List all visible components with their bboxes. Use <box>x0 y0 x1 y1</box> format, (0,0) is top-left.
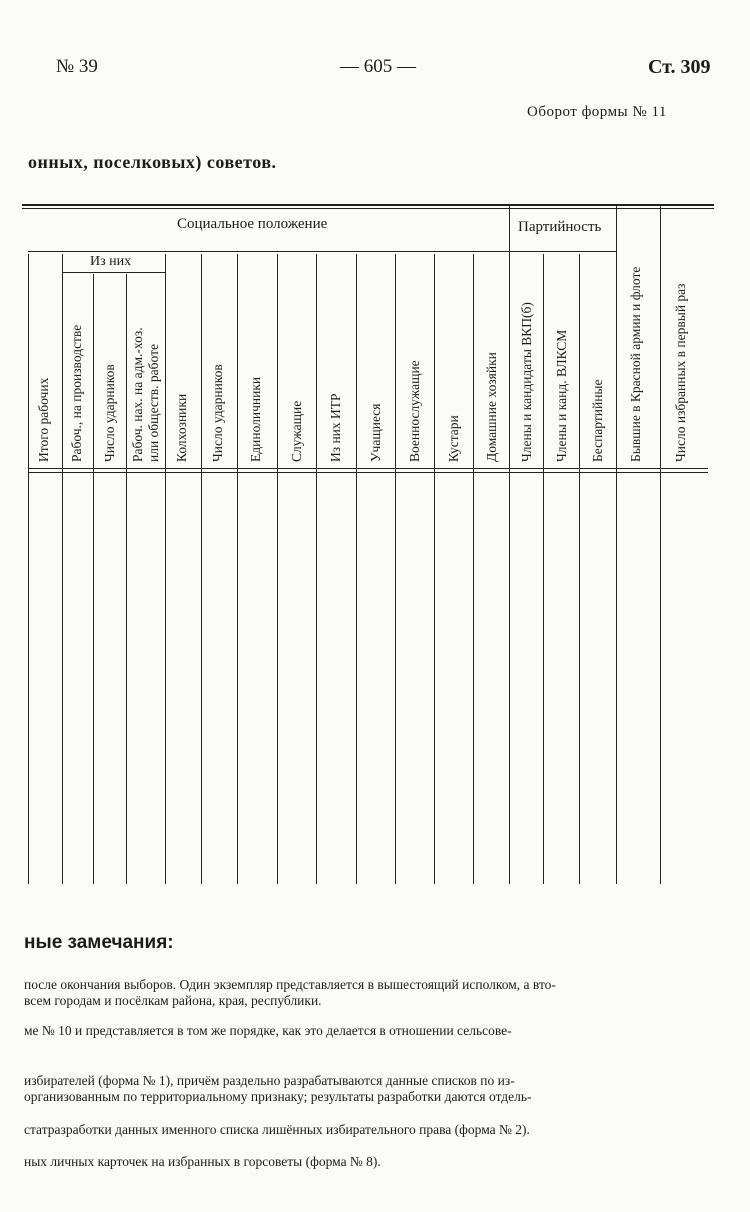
col-header-non-party: Беспартийные <box>590 379 605 462</box>
col-divider <box>277 254 278 884</box>
col-header-shock-workers: Число ударников <box>102 364 117 462</box>
remarks-line: ных личных карточек на избранных в горсоветы (форма № 8). <box>24 1154 381 1169</box>
col-divider <box>165 254 166 884</box>
group-rule-social <box>28 251 510 252</box>
col-divider <box>660 206 661 884</box>
col-divider <box>543 254 544 884</box>
remarks-line: всем городам и посёлкам района, края, республики. <box>24 993 322 1008</box>
col-header-military: Военнослужащие <box>407 360 422 462</box>
col-divider <box>237 254 238 884</box>
col-header-housewives: Домашние хозяйки <box>484 352 499 462</box>
remarks-line: статразработки данных именного списка лишённых избирательного права (форма № 2). <box>24 1122 530 1137</box>
col-header-vlksm-members: Члены и канд. ВЛКСМ <box>554 329 569 462</box>
group-social-position: Социальное положение <box>177 216 328 232</box>
col-divider <box>62 254 63 884</box>
remarks-line: организованным по территориальному признаку; результаты разработки даются отдель- <box>24 1089 532 1104</box>
col-divider <box>509 206 510 884</box>
table-top-rule-2 <box>22 208 714 209</box>
col-divider <box>579 254 580 884</box>
form-number: № 39 <box>56 56 98 77</box>
col-header-students: Учащиеся <box>368 403 383 462</box>
group-rule-party <box>510 251 616 252</box>
col-header-former-red-army: Бывшие в Красной армии и флоте <box>628 266 643 462</box>
col-header-vkpb-members: Члены и кандидаты ВКП(б) <box>519 302 534 462</box>
remarks-line: после окончания выборов. Один экземпляр представляется в вышестоящий исполком, а вто- <box>24 977 556 992</box>
page-number: — 605 — <box>340 56 416 77</box>
form-subheader: Оборот формы № 11 <box>527 104 667 120</box>
col-header-workers-production: Рабоч., на производстве <box>69 324 84 462</box>
remarks-line: ме № 10 и представляется в том же порядке, как это делается в отношении сельсове- <box>24 1023 512 1038</box>
col-divider <box>616 206 617 884</box>
header-bottom-rule-2 <box>28 472 708 473</box>
col-divider <box>28 254 29 884</box>
col-header-shock-farmers: Число ударников <box>210 364 225 462</box>
col-header-total-workers: Итого рабочих <box>36 377 51 462</box>
col-divider <box>201 254 202 884</box>
col-header-admin-work-line2: или обществ. работе <box>146 344 161 462</box>
col-divider <box>93 274 94 884</box>
col-header-craftsmen: Кустари <box>446 415 461 462</box>
col-header-admin-work-line1: Рабоч. нах. на адм.-хоз. <box>130 327 145 462</box>
group-party-membership: Партийность <box>518 219 602 235</box>
remarks-line: избирателей (форма № 1), причём раздельно разрабатываются данные списков по из- <box>24 1073 515 1088</box>
col-header-collective-farmers: Колхозники <box>174 393 189 462</box>
col-header-engineers: Из них ИТР <box>328 393 343 462</box>
col-header-first-time-elected: Число избранных в первый раз <box>673 283 688 462</box>
col-divider <box>126 274 127 884</box>
col-divider <box>473 254 474 884</box>
col-header-employees: Служащие <box>289 400 304 462</box>
article-number: Ст. 309 <box>648 56 711 78</box>
table-top-rule <box>22 204 714 206</box>
remarks-title: ные замечания: <box>24 932 174 953</box>
table-title: онных, поселковых) советов. <box>28 152 277 172</box>
col-divider <box>316 254 317 884</box>
col-header-individual-farmers: Единоличники <box>248 376 263 462</box>
group-rule-of-them <box>63 272 165 273</box>
col-divider <box>356 254 357 884</box>
col-divider <box>434 254 435 884</box>
col-divider <box>395 254 396 884</box>
header-bottom-rule <box>28 468 708 469</box>
subgroup-of-them: Из них <box>90 254 132 269</box>
